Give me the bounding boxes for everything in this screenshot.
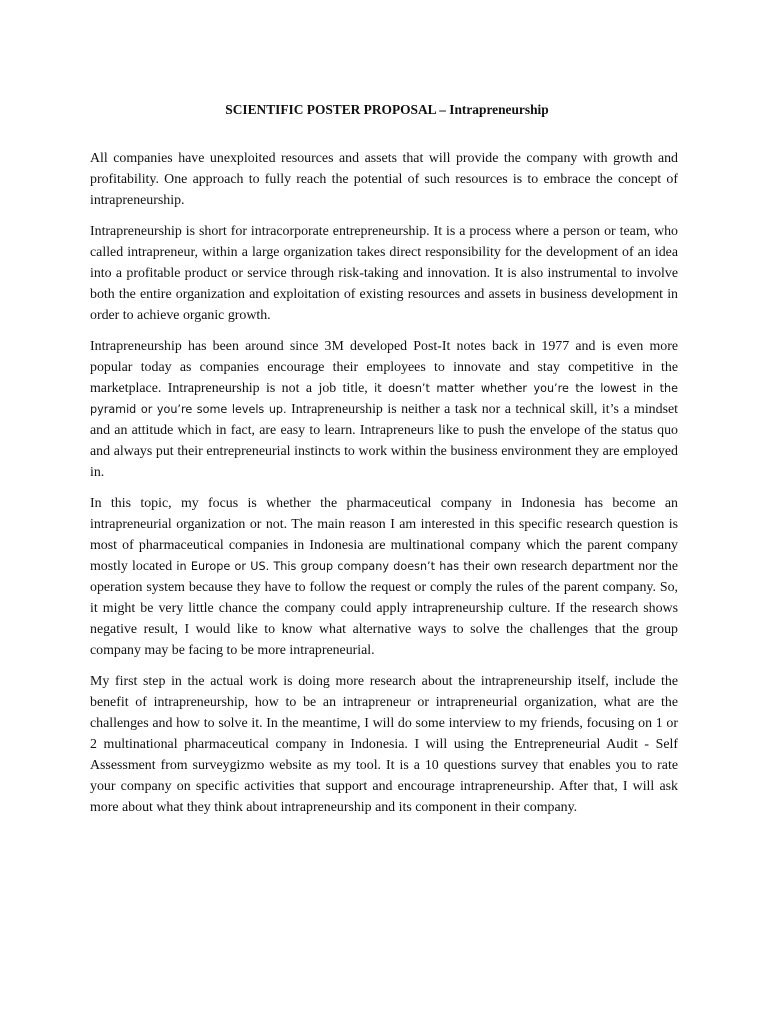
paragraph-4-text-end: research department nor the operation system because they have to follow the request or comply the rules of the parent company. So, it might be very little chance the company could apply intrapreneurship culture. If the research shows negative result, I would like to know what alternative ways to solve the challenges that the group company may be facing to be more intrapreneurial. (90, 559, 678, 658)
document-page (90, 100, 678, 828)
paragraph-1-text: All companies have unexploited resources and assets that will provide the company with growth and profitability. One approach to fully reach the potential of such resources is to embrace the concept of intrapreneurship. (90, 151, 678, 208)
paragraph-5 (90, 671, 678, 818)
paragraph-3-text-end: Intrapreneurship is neither a task nor a technical skill, it’s a mindset and an attitude which in fact, are easy to learn. Intrapreneurs like to push the envelope of the status quo and always put their entrepreneurial instincts to work within the business environment they are employed in. (90, 402, 678, 480)
paragraph-3-sans-serif-fragment: it doesn’t matter whether you’re the lowest in the pyramid or you’re some levels up. (90, 382, 679, 416)
document-title: SCIENTIFIC POSTER PROPOSAL – Intrapreneurship (225, 102, 549, 117)
paragraph-4-sans-serif-fragment: in Europe or US. This group company doesn’t has their own (176, 560, 517, 573)
paragraph-4-text-start: In this topic, my focus is whether the pharmaceutical company in Indonesia has become an intrapreneurial organization or not. The main reason I am interested in this specific research question is most of pharmaceutical companies in Indonesia are multinational company which the parent company mostly located (90, 496, 678, 574)
paragraph-2-text: Intrapreneurship is short for intracorporate entrepreneurship. It is a process where a person or team, who called intrapreneur, within a large organization takes direct responsibility for the development of an idea into a profitable product or service through risk-taking and innovation. It is also instrumental to involve both the entire organization and exploitation of existing resources and assets in business development in order to achieve organic growth. (90, 224, 678, 323)
paragraph-1 (90, 148, 678, 211)
paragraph-3-text-start: Intrapreneurship has been around since 3M developed Post-It notes back in 1977 and is even more popular today as companies encourage their employees to innovate and stay competitive in the marketplace. Intrapreneurship is not a job title, (90, 339, 678, 396)
paragraph-3 (90, 336, 678, 483)
paragraph-5-text: My first step in the actual work is doing more research about the intrapreneurship itself, include the benefit of intrapreneurship, how to be an intrapreneur or intrapreneurial organization, what are the challenges and how to solve it. In the meantime, I will do some interview to my friends, focusing on 1 or 2 multinational pharmaceutical company in Indonesia. I will using the Entrepreneurial Audit - Self Assessment from surveygizmo website as my tool. It is a 10 questions survey that enables you to rate your company on specific activities that support and encourage intrapreneurship. After that, I will ask more about what they think about intrapreneurship and its component in their company. (90, 674, 678, 815)
paragraph-4 (90, 493, 678, 661)
paragraph-2 (90, 221, 678, 326)
